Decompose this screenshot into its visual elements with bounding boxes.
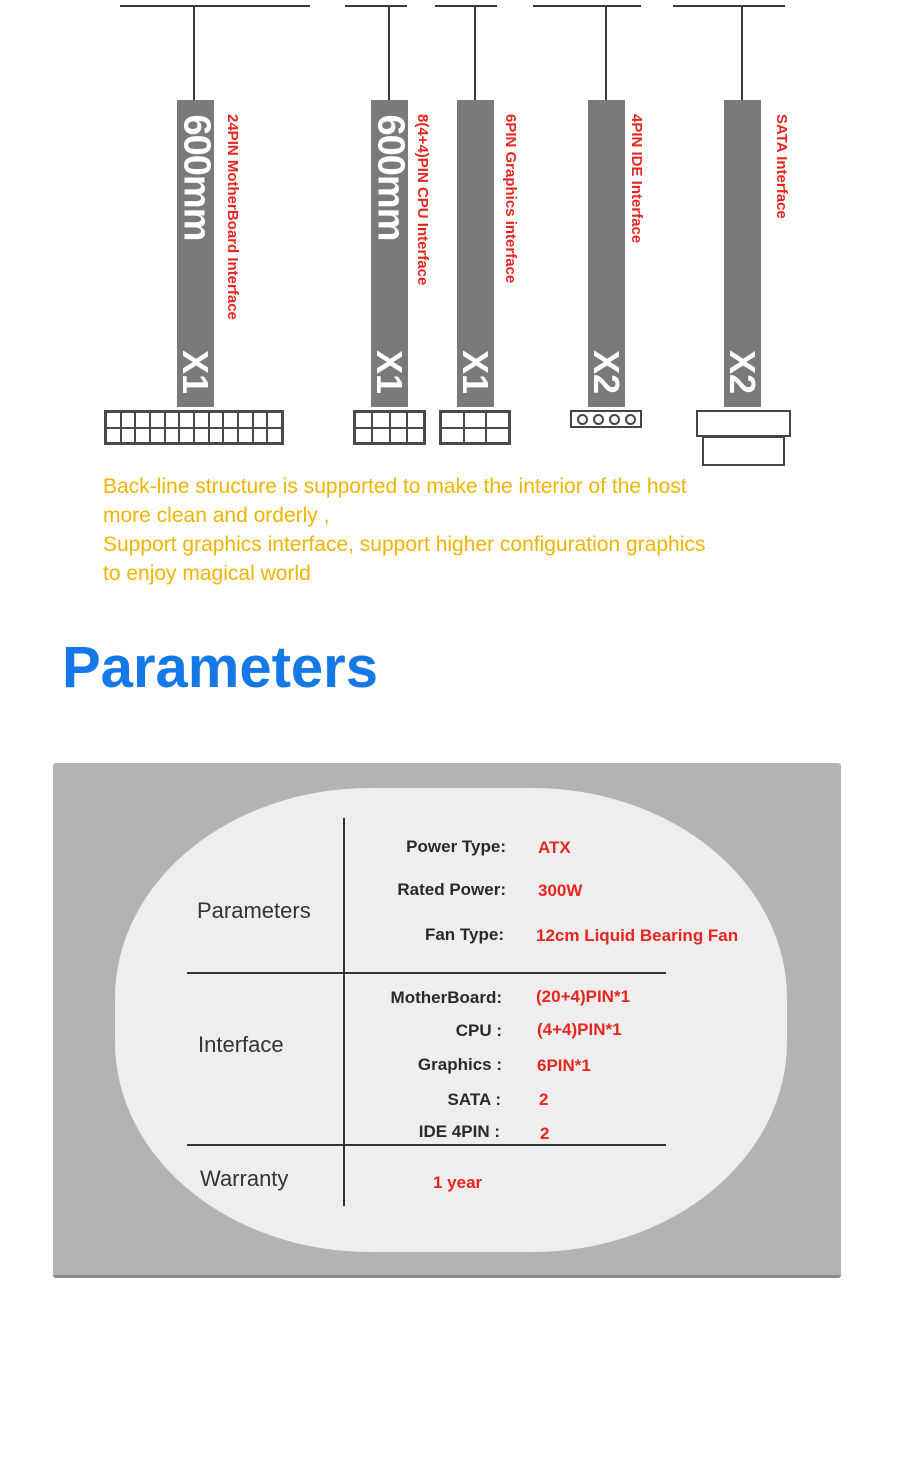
cable-ide — [586, 100, 628, 407]
cable-label: 24PIN MotherBoard Interface — [224, 114, 241, 320]
row-label: Rated Power: — [397, 880, 506, 899]
section-heading-parameters: Parameters — [197, 898, 311, 923]
cable-length: 600mm — [369, 114, 412, 240]
row-value: 300W — [538, 881, 583, 900]
table-divider — [187, 1144, 666, 1146]
cable-graphics — [455, 100, 497, 407]
cable-cpu — [369, 100, 412, 407]
cable-wire — [741, 5, 743, 100]
cable-quantity: X2 — [586, 349, 628, 395]
cable-wire — [474, 5, 476, 100]
cable-top-line — [533, 5, 641, 7]
cable-sata — [722, 100, 764, 407]
row-value: (4+4)PIN*1 — [537, 1020, 622, 1039]
row-label: IDE 4PIN : — [418, 1122, 500, 1141]
row-label: Fan Type: — [424, 925, 504, 944]
row-value: (20+4)PIN*1 — [536, 987, 631, 1006]
warranty-value: 1 year — [433, 1173, 483, 1192]
section-title: Parameters — [62, 635, 378, 700]
cable-label: 6PIN Graphics interface — [502, 114, 519, 284]
row-value: 6PIN*1 — [537, 1056, 591, 1075]
feature-description — [103, 472, 823, 588]
cable-wire — [193, 5, 195, 100]
description-line: more clean and orderly , — [103, 504, 330, 527]
connector-ide-icon — [570, 410, 642, 428]
cable-label: 4PIN IDE Interface — [628, 114, 645, 244]
row-value: 2 — [539, 1090, 549, 1109]
table-divider — [187, 972, 666, 974]
row-value: 2 — [540, 1124, 550, 1143]
row-label: CPU : — [455, 1021, 502, 1040]
section-heading-warranty: Warranty — [200, 1166, 289, 1191]
connector-24pin-icon — [104, 410, 284, 445]
cable-label: SATA Interface — [773, 114, 790, 219]
description-line: to enjoy magical world — [103, 562, 311, 585]
cable-quantity: X1 — [455, 349, 497, 395]
row-label: SATA : — [447, 1090, 501, 1109]
row-value: ATX — [538, 838, 571, 857]
cable-quantity: X2 — [722, 349, 764, 395]
cable-top-line — [673, 5, 785, 7]
row-label: Graphics : — [417, 1055, 502, 1074]
cable-diagram — [0, 0, 900, 595]
cable-quantity: X1 — [369, 349, 411, 395]
description-line: Back-line structure is supported to make the interior of the host — [103, 475, 687, 498]
row-value: 12cm Liquid Bearing Fan — [536, 926, 739, 945]
cable-quantity: X1 — [175, 349, 217, 395]
cable-top-line — [120, 5, 310, 7]
cable-length: 600mm — [175, 114, 218, 240]
cable-24pin — [175, 100, 218, 407]
table-vertical-divider — [343, 818, 345, 1206]
row-label: Power Type: — [406, 837, 506, 856]
description-line: Support graphics interface, support higher configuration graphics — [103, 533, 706, 556]
cable-wire — [388, 5, 390, 100]
cable-label: 8(4+4)PIN CPU Interface — [414, 114, 431, 286]
connector-sata-icon — [696, 410, 791, 437]
row-label: MotherBoard: — [390, 988, 502, 1007]
connector-6pin-icon — [439, 410, 511, 445]
section-heading-interface: Interface — [198, 1032, 284, 1057]
cable-top-line — [345, 5, 407, 7]
cable-wire — [605, 5, 607, 100]
connector-sata-body — [702, 436, 785, 466]
connector-8pin-icon — [353, 410, 426, 445]
cable-top-line — [435, 5, 497, 7]
